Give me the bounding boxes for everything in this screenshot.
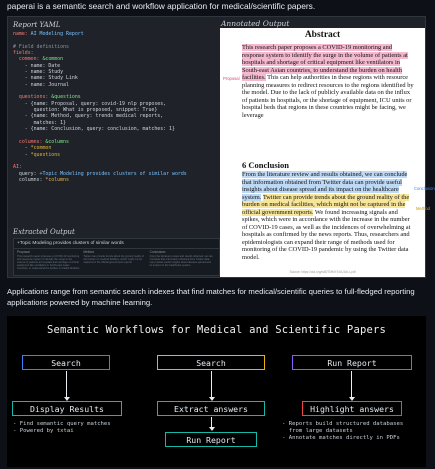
code-token: query: [13,170,40,177]
column-text: This research paper proposes a COVID-19 monitoring and response system to identify the surge in the volume of patients at hospitals and shortage of critical equipment like ventilators in South-east Asian countries, to understand the burden on health facilities. [17,255,81,271]
method-highlight: Twitter can provide trends about the ground reality of the burden on medical facilities, which might not be captured in the official government reports. [242,193,410,216]
abstract-title: Abstract [304,30,341,40]
arrow-1 [66,371,67,398]
annotated-output-title: Annotated Output [221,19,290,28]
conclusion-body [242,171,414,261]
workflow-diagram [7,316,426,467]
arrow-2 [211,371,212,398]
abstract-body [242,44,414,119]
code-token: name: [13,31,31,37]
node-search-2: Search [157,355,265,370]
proposal-highlight: This research paper proposes a COVID-19 monitoring and response system to identify the surge in the volume of patients at hospitals and shortage of critical equipment like ventilators in South-east Asian countries, to understand the burden on health facilities. [242,44,408,81]
node-search-1: Search [22,355,110,370]
code-token: &common [42,56,64,63]
code-token: question: What is proposed, snippet: True} [13,107,158,114]
extracted-output-title: Extracted Output [13,228,75,236]
code-token: - name: Journal [13,81,69,88]
arrow-4 [351,371,352,398]
report-yaml-code [13,31,218,183]
source-link: Source: https://doi.org/w80TMMY19A.5Ar-Lpdf [289,270,356,274]
code-token: *common [30,145,52,152]
node-display-results: Display Results [12,401,122,416]
intro-text: paperai is a semantic search and workflow application for medical/scientific papers. [7,1,316,11]
example-screenshot [7,16,435,278]
notes-search: - Find semantic query matches - Powered by txtai [13,421,111,434]
code-token: - name: Date [13,62,61,69]
notes-report: - Reports build structured databases from large datasets - Annotate matches directly in PDFs [282,421,404,441]
annotated-paper-page [220,28,435,277]
code-token: &questions [51,94,81,101]
code-token: questions: [18,94,52,101]
conclusion-label: Conclusion [414,186,435,191]
code-token: # Field definitions [13,43,69,50]
conclusion-section-title: 6 Conclusion [242,160,289,170]
column-text: Twitter can provide trends about the ground reality of the burden on medical facilities, which might not be captured in the official government reports. [83,255,144,265]
arrow-3 [211,417,212,428]
column-header: Proposal [17,250,30,254]
code-token: - {name: Conclusion, query: conclusion, matches: 1} [13,126,175,133]
code-token: +Topic Modeling provides clusters of similar words [39,170,187,177]
abstract-rest: This can help authorities in these regions with resource planning measures to redirect resources to the regions identified by the model. Due to the lack of publicly available data on the influx of patients in hospitals, or the shortage of equipment, ICU units or hospital beds that regions in these countries might be facing, we leverage [242,74,414,119]
code-token: *columns [45,176,69,183]
conclusion-highlight: From the literature review and results obtained, we can conclude that information obtained from Twitter data can provide useful insights about disease spread and its impact on the healthcare system. [242,171,408,201]
code-token: common: [18,56,43,63]
extracted-output-table [13,238,220,276]
proposal-label: Proposal [223,76,240,81]
method-label: Method [416,206,430,211]
code-token: - [13,151,31,158]
report-yaml-title: Report YAML [13,21,61,29]
column-header: Conclusion [149,250,166,254]
extracted-column-method [83,250,149,270]
node-run-report-2: Run Report [165,432,257,447]
extracted-column-conclusion [150,250,216,270]
diagram-title: Semantic Workflows for Medical and Scientific Papers [46,324,387,336]
conclusion-rest-1: We found increasing signals and spikes, which were in accordance with the increase in the number of COVID-19 cases, as well as the incidences of overwhelming at hospitals as confirmed by the news reports. [242,208,411,238]
column-header: Method [83,250,94,254]
node-run-report-3: Run Report [292,355,412,370]
code-token: matches: 1} [13,119,66,126]
code-token: &columns [45,138,69,145]
code-token: - [13,145,31,152]
code-token: *questions [30,151,61,158]
extracted-column-proposal [17,250,83,270]
applications-text: Applications range from semantic search indexes that find matches for medical/scientific queries to full-fledged reporting applications powered by machine learning. [7,287,415,307]
code-token: - {name: Proposal, query: covid-19 nlp proposes, [13,100,167,107]
code-token: - name: Study [13,69,64,76]
conclusion-rest-2: Thus, researchers and epidemiologists can expand their range of methods used for monitoring of the COVID-19 pandemic by using the Twitter data model. [242,231,410,261]
code-token: - {name: Method, query: trends medical reports, [13,113,164,120]
code-token: AI Modeling Report [30,31,84,37]
extracted-output-heading: +Topic Modeling provides clusters of similar words [14,239,219,249]
code-token: - name: Study Link [13,75,78,82]
node-extract-answers: Extract answers [157,401,265,416]
code-token: AI: [13,164,22,171]
code-token: columns: [13,176,46,183]
code-token: columns: [18,138,46,145]
node-highlight-answers: Highlight answers [302,401,402,416]
code-token: fields: [13,50,34,57]
code-line [13,177,218,183]
column-text: From the literature review and results obtained, we can conclude that information obtained from Twitter data can provide useful insights about disease spread and its impact on the healthcare system. [149,255,213,268]
